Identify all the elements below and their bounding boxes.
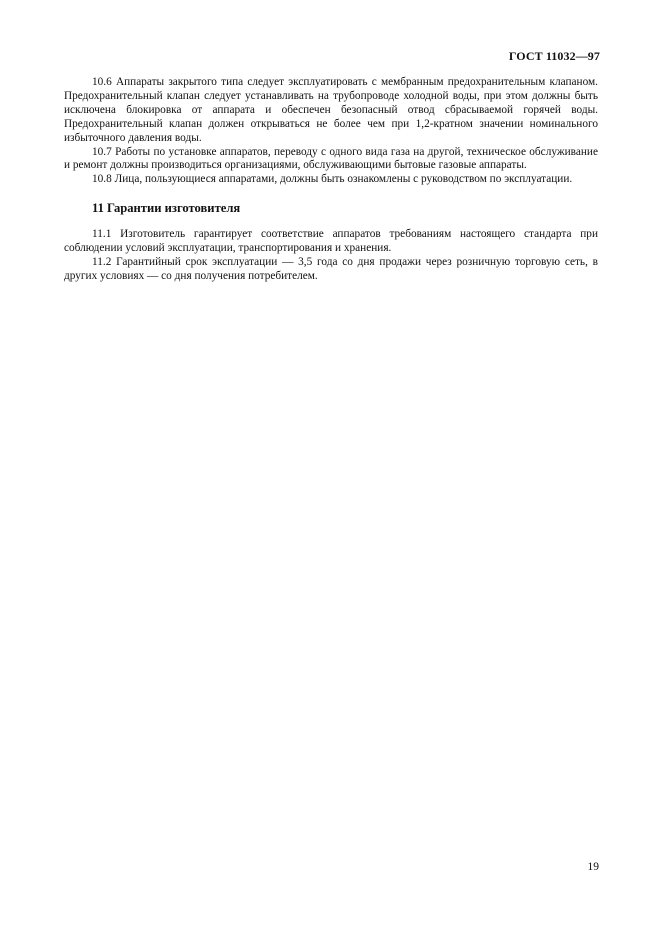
paragraph-10-8: 10.8 Лица, пользующиеся аппаратами, должны быть ознакомлены с руководством по эксплуатации.: [92, 173, 573, 186]
paragraph-11-2: 11.2 Гарантийный срок эксплуатации — 3,5 года со дня продажи через розничную торговую сеть, в других условиях — со дня получения потребителем.: [64, 256, 598, 282]
paragraph-10-6: 10.6 Аппараты закрытого типа следует эксплуатировать с мембранным предохранительным клапаном. Предохранительный клапан следует устанавливать на трубопроводе холодной воды, при этом должны быть исключена блокировка от аппарата и обеспечен безопасный отвод сбрасываемой горячей воды. Предохранительный клапан должен открываться не более чем при 1,2-кратном значении номинального избыточного давления воды.: [64, 76, 598, 144]
paragraph-11-1: 11.1 Изготовитель гарантирует соответствие аппаратов требованиям настоящего стандарта при соблюдении условий эксплуатации, транспортирования и хранения.: [64, 228, 598, 255]
page-number: 19: [587, 861, 599, 873]
standard-designation: ГОСТ 11032—97: [508, 49, 600, 63]
paragraph-10-7: 10.7 Работы по установке аппаратов, переводу с одного вида газа на другой, техническое обслуживание и ремонт должны производиться организациями, обслуживающими бытовые газовые аппараты.: [64, 145, 598, 172]
section-title-11: 11 Гарантии изготовителя: [92, 201, 241, 216]
document-body: [64, 76, 598, 284]
